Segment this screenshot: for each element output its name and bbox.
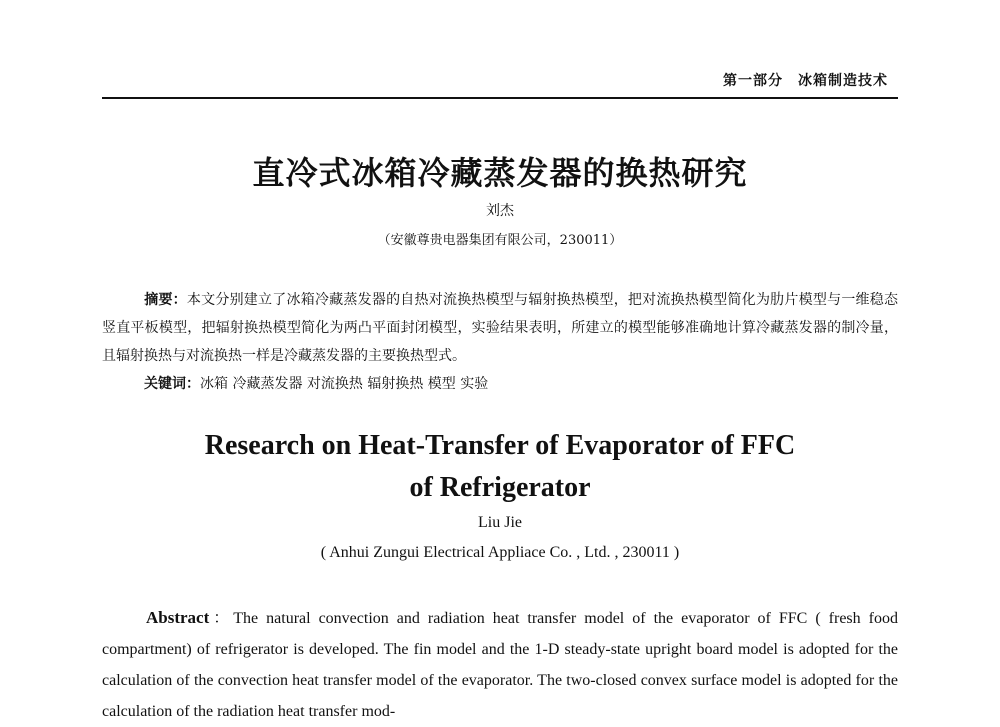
english-abstract [102, 602, 898, 727]
chinese-abstract [102, 286, 898, 370]
english-abstract-label: Abstract [146, 608, 210, 627]
english-title-line2: of Refrigerator [409, 472, 591, 503]
english-abstract-colon: ： [209, 610, 234, 627]
english-affiliation: ( Anhui Zungui Electrical Appliace Co. , Ltd. , 230011 ) [320, 544, 680, 561]
chinese-keywords [144, 373, 488, 393]
chinese-keywords-label: 关键词： [144, 376, 200, 392]
chinese-abstract-label: 摘要： [144, 292, 187, 308]
english-abstract-text: The natural convection and radiation heat transfer model of the evaporator of FFC ( fresh food compartment) of refrigerator is developed. The fin model and the 1-D steady-state upright board model is adopted for the calculation of the convection heat transfer model of the evaporator. The two-closed convex surface model is adopted for the calculation of the radiation heat transfer mod- [102, 610, 898, 720]
chinese-title: 直冷式冰箱冷藏蒸发器的换热研究 [252, 154, 748, 192]
running-header: 第一部分 冰箱制造技术 [723, 73, 888, 89]
chinese-author: 刘杰 [486, 203, 514, 219]
chinese-affiliation: （安徽尊贵电器集团有限公司，230011） [377, 233, 623, 248]
english-title-line1: Research on Heat-Transfer of Evaporator of FFC [204, 430, 796, 461]
header-rule [102, 97, 898, 99]
english-title [0, 425, 1000, 509]
chinese-keywords-text: 冰箱 冷藏蒸发器 对流换热 辐射换热 模型 实验 [200, 376, 489, 392]
chinese-abstract-text: 本文分别建立了冰箱冷藏蒸发器的自热对流换热模型与辐射换热模型，把对流换热模型简化为肋片模型与一维稳态竖直平板模型，把辐射换热模型简化为两凸平面封闭模型，实验结果表明，所建立的模型能够准确地计算冷藏蒸发器的制冷量，且辐射换热与对流换热一样是冷藏蒸发器的主要换热型式。 [102, 292, 898, 364]
english-author: Liu Jie [478, 514, 522, 531]
